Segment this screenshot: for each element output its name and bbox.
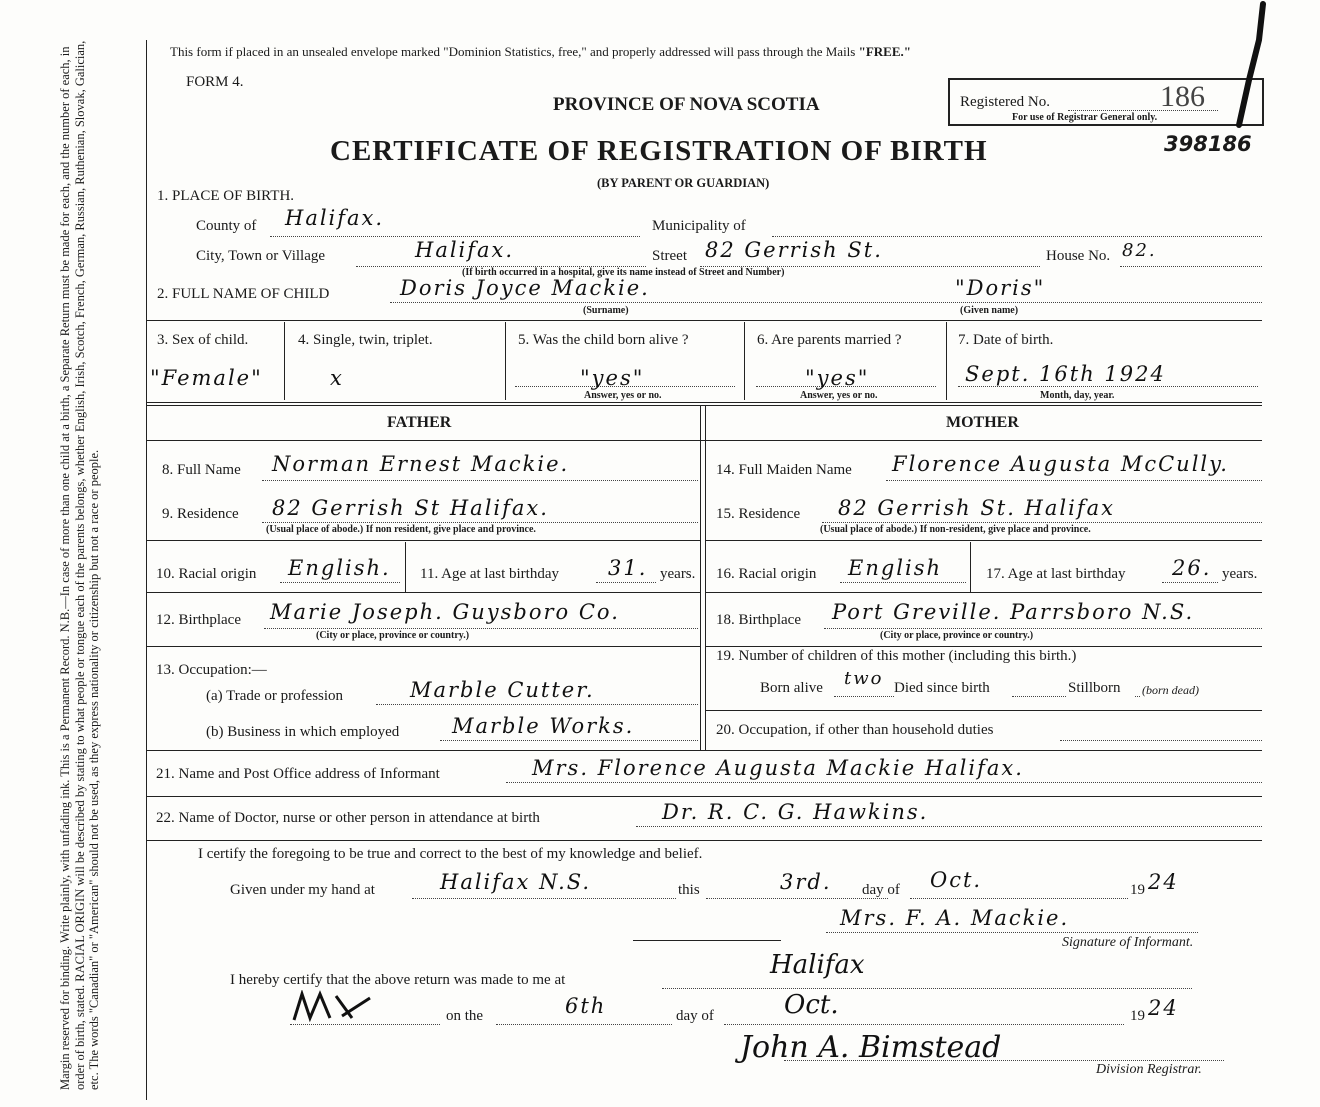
parents-heading-rule <box>146 440 1262 441</box>
born-alive-label: 5. Was the child born alive ? <box>518 332 689 348</box>
father-rule <box>146 540 700 541</box>
registrar-statement: I hereby certify that the above return was made to me at <box>230 972 566 988</box>
doctor-top-rule <box>146 796 1262 797</box>
mother-rule <box>706 710 1262 711</box>
postal-notice: This form if placed in an unsealed envelope marked "Dominion Statistics, free," and properly addressed will pass through the Mails "FREE." <box>170 44 911 59</box>
given-place-line <box>412 898 676 899</box>
registrar-initials-mark <box>290 990 380 1024</box>
sex-value: "Female" <box>150 366 263 390</box>
mother-residence-caption: (Usual place of abode.) If non-resident, give place and province. <box>820 524 1091 535</box>
mother-occupation-label: 20. Occupation, if other than household duties <box>716 722 994 738</box>
informant-signature-caption: Signature of Informant. <box>1062 935 1194 950</box>
dob-value: Sept. 16th 1924 <box>965 362 1166 386</box>
mother-rule <box>706 646 1262 647</box>
grid-divider <box>505 322 506 400</box>
registrar-blank-line <box>290 1024 440 1025</box>
registrar-year-value: 24 <box>1148 996 1179 1020</box>
father-age-unit: years. <box>660 566 696 582</box>
father-trade-line <box>376 704 698 705</box>
house-value: 82. <box>1122 240 1157 261</box>
informant-line <box>506 782 1262 783</box>
day-line <box>706 898 888 899</box>
doctor-value: Dr. R. C. G. Hawkins. <box>662 800 929 824</box>
province-heading: PROVINCE OF NOVA SCOTIA <box>553 94 820 115</box>
mother-racial-label: 16. Racial origin <box>716 566 817 582</box>
mother-birthplace-value: Port Greville. Parrsboro N.S. <box>832 600 1195 624</box>
mother-name-label: 14. Full Maiden Name <box>716 462 852 478</box>
mother-residence-value: 82 Gerrish St. Halifax <box>838 496 1115 520</box>
parents-divider-double <box>705 405 706 750</box>
father-age-label: 11. Age at last birthday <box>420 566 559 582</box>
given-under-label: Given under my hand at <box>230 882 375 898</box>
house-label: House No. <box>1046 248 1111 264</box>
father-racial-line <box>280 582 400 583</box>
mother-racial-value: English <box>848 556 943 580</box>
father-age-line <box>596 582 656 583</box>
registered-value: 186 <box>1160 80 1205 113</box>
mother-age-label: 17. Age at last birthday <box>986 566 1126 582</box>
mother-age-line <box>1162 582 1218 583</box>
parents-divider <box>700 405 701 750</box>
doctor-label: 22. Name of Doctor, nurse or other person in attendance at birth <box>156 810 540 826</box>
street-label: Street <box>652 248 687 264</box>
county-label: County of <box>196 218 257 234</box>
registrar-day-value: 6th <box>565 994 607 1018</box>
father-rule <box>146 592 700 593</box>
registrar-year-prefix: 19 <box>1130 1008 1145 1024</box>
grid-divider <box>946 322 947 400</box>
mother-residence-label: 15. Residence <box>716 506 801 522</box>
died-label: Died since birth <box>894 680 990 696</box>
father-age-divider <box>405 542 406 592</box>
married-value: "yes" <box>805 366 870 390</box>
binding-margin-notes <box>58 40 138 1090</box>
father-birthplace-line <box>264 628 698 629</box>
child-surname-value: Doris Joyce Mackie. <box>400 276 650 300</box>
father-racial-label: 10. Racial origin <box>156 566 257 582</box>
certification-top-rule <box>146 840 1262 841</box>
registrar-day-line <box>496 1024 672 1025</box>
father-residence-caption: (Usual place of abode.) If non resident, give place and province. <box>266 524 536 535</box>
father-trade-value: Marble Cutter. <box>410 678 595 702</box>
year-prefix: 19 <box>1130 882 1145 898</box>
form-number: FORM 4. <box>186 74 244 90</box>
informant-value: Mrs. Florence Augusta Mackie Halifax. <box>532 756 1024 780</box>
place-of-birth-heading: 1. PLACE OF BIRTH. <box>157 188 295 204</box>
died-line <box>1012 696 1066 697</box>
municipality-label: Municipality of <box>652 218 746 234</box>
mother-birthplace-label: 18. Birthplace <box>716 612 801 628</box>
mother-rule <box>706 592 1262 593</box>
father-racial-value: English. <box>288 556 391 580</box>
grid-top-rule <box>146 320 1262 321</box>
grid-divider <box>744 322 745 400</box>
born-alive-count-value: two <box>844 668 884 689</box>
father-birthplace-value: Marie Joseph. Guysboro Co. <box>270 600 620 624</box>
father-name-label: 8. Full Name <box>162 462 241 478</box>
informant-signature-line <box>826 932 1198 933</box>
father-birthplace-caption: (City or place, province or country.) <box>316 630 470 641</box>
mother-birthplace-caption: (City or place, province or country.) <box>880 630 1034 641</box>
informant-signature: Mrs. F. A. Mackie. <box>840 906 1070 930</box>
registrar-signature: John A. Bimstead <box>740 1030 1002 1065</box>
father-residence-line <box>262 522 698 523</box>
born-alive-count-label: Born alive <box>760 680 823 696</box>
father-residence-value: 82 Gerrish St Halifax. <box>272 496 549 520</box>
mother-residence-line <box>822 522 1262 523</box>
registrar-month-value: Oct. <box>784 990 839 1020</box>
mother-rule <box>706 540 1262 541</box>
house-line <box>1120 266 1262 267</box>
parents-top-rule <box>146 402 1262 403</box>
born-alive-count-line <box>834 696 894 697</box>
mother-name-value: Florence Augusta McCully. <box>892 452 1229 476</box>
mother-name-line <box>886 480 1262 481</box>
margin-rule <box>146 40 147 1100</box>
on-the-label: on the <box>446 1008 484 1024</box>
informant-top-rule <box>146 750 1262 751</box>
stamp-number: 398186 <box>1164 132 1252 156</box>
mother-age-value: 26. <box>1172 556 1212 580</box>
registrar-note: For use of Registrar General only. <box>1012 112 1158 123</box>
mother-children-label: 19. Number of children of this mother (including this birth.) <box>716 648 1077 664</box>
registrar-month-line <box>724 1024 1124 1025</box>
separator-rule <box>633 940 781 941</box>
dob-label: 7. Date of birth. <box>958 332 1054 348</box>
father-age-value: 31. <box>608 556 648 580</box>
informant-label: 21. Name and Post Office address of Informant <box>156 766 440 782</box>
pen-mark <box>1215 0 1275 130</box>
father-heading: FATHER <box>387 414 452 431</box>
city-value: Halifax. <box>415 238 515 262</box>
mother-heading: MOTHER <box>946 414 1019 431</box>
plurality-value: x <box>330 366 344 390</box>
street-value: 82 Gerrish St. <box>705 238 883 262</box>
born-alive-value: "yes" <box>580 366 645 390</box>
born-alive-caption: Answer, yes or no. <box>584 390 662 401</box>
margin-instructions: Margin reserved for binding. Write plainly, with unfading ink. This is a Permanent Record. N.B.—In case of more than one child at a birth, a Separate Return must be made for each, and the number of each, in order of birth, stated. RACIAL ORIGIN will be described by stating to what people or tongue each of the parents belongs, whether English, Irish, Scotch, French, German, Russian, Ruthenian, Slovak, Galician, etc. The words "Canadian" or "American" should not be used, as they express nationality or citizenship but not a race or people. <box>58 40 101 1090</box>
mother-racial-line <box>840 582 966 583</box>
father-name-value: Norman Ernest Mackie. <box>272 452 570 476</box>
month-line <box>910 898 1128 899</box>
county-value: Halifax. <box>285 206 385 230</box>
mother-birthplace-line <box>824 628 1262 629</box>
dob-caption: Month, day, year. <box>1040 390 1115 401</box>
parents-top-rule-double <box>146 405 1262 406</box>
child-name-line <box>390 302 1262 303</box>
day-value: 3rd. <box>780 870 832 894</box>
certificate-title: CERTIFICATE OF REGISTRATION OF BIRTH <box>330 135 988 167</box>
certificate-subtitle: (BY PARENT OR GUARDIAN) <box>597 176 770 190</box>
mother-age-divider <box>970 542 971 592</box>
municipality-line <box>772 236 1262 237</box>
given-caption: (Given name) <box>960 305 1019 316</box>
father-birthplace-label: 12. Birthplace <box>156 612 241 628</box>
registered-label: Registered No. <box>960 94 1050 110</box>
stillborn-caption: (born dead) <box>1142 683 1199 697</box>
month-value: Oct. <box>930 868 983 892</box>
plurality-label: 4. Single, twin, triplet. <box>298 332 433 348</box>
mother-occupation-line <box>1060 740 1262 741</box>
child-name-label: 2. FULL NAME OF CHILD <box>157 286 330 302</box>
stillborn-line <box>1135 696 1140 697</box>
city-label: City, Town or Village <box>196 248 326 264</box>
sex-label: 3. Sex of child. <box>157 332 249 348</box>
father-business-value: Marble Works. <box>452 714 635 738</box>
year-value: 24 <box>1148 870 1179 894</box>
registrar-day-of-label: day of <box>676 1008 714 1024</box>
father-occupation-label: 13. Occupation:— <box>156 662 267 678</box>
father-rule <box>146 646 700 647</box>
father-business-line <box>440 740 698 741</box>
certification-statement: I certify the foregoing to be true and correct to the best of my knowledge and belief. <box>198 846 703 862</box>
registrar-signature-caption: Division Registrar. <box>1096 1062 1202 1077</box>
married-label: 6. Are parents married ? <box>757 332 902 348</box>
day-of-label: day of <box>862 882 900 898</box>
stillborn-label: Stillborn <box>1068 680 1121 696</box>
given-place-value: Halifax N.S. <box>440 870 592 894</box>
surname-caption: (Surname) <box>583 305 629 316</box>
child-given-value: "Doris" <box>955 276 1046 300</box>
married-caption: Answer, yes or no. <box>800 390 878 401</box>
dob-line <box>958 386 1258 387</box>
registrar-place-line <box>662 988 1192 989</box>
doctor-line <box>636 826 1262 827</box>
father-trade-label: (a) Trade or profession <box>206 688 344 704</box>
this-label: this <box>678 882 700 898</box>
hospital-note: (If birth occurred in a hospital, give its name instead of Street and Number) <box>462 267 785 278</box>
father-name-line <box>262 480 698 481</box>
father-business-label: (b) Business in which employed <box>206 724 400 740</box>
registrar-place-value: Halifax <box>770 950 865 980</box>
father-residence-label: 9. Residence <box>162 506 239 522</box>
grid-divider <box>284 322 285 400</box>
mother-age-unit: years. <box>1222 566 1258 582</box>
county-line <box>270 236 640 237</box>
